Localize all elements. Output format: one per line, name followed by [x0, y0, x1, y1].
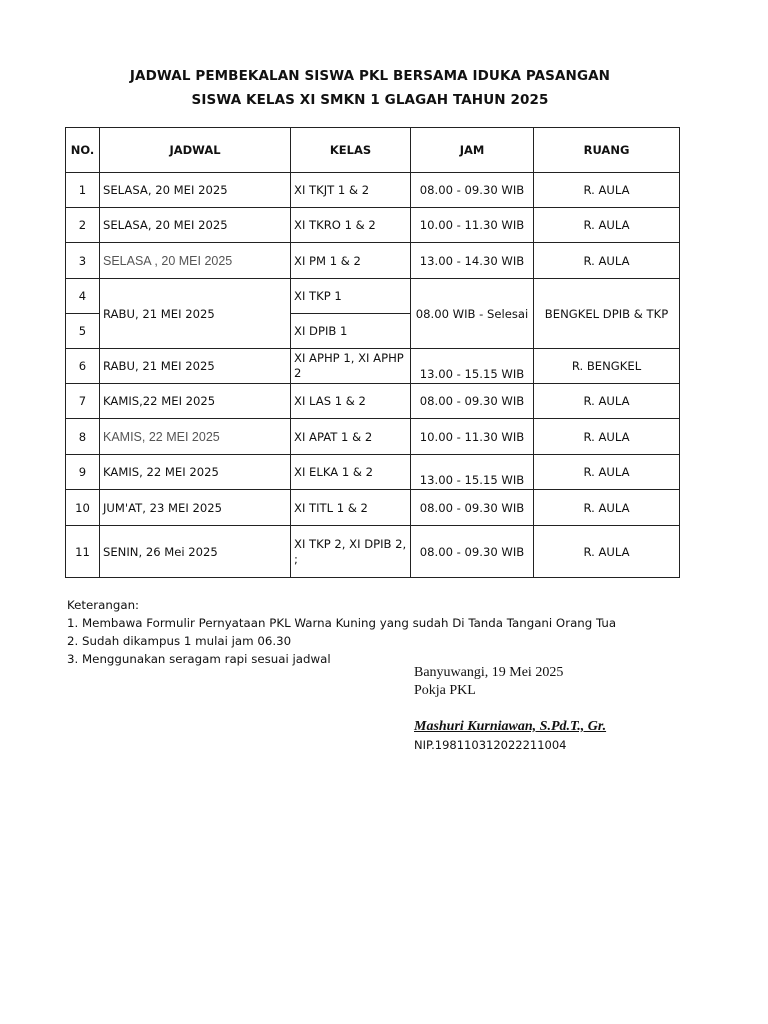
cell-kelas: XI TKP 2, XI DPIB 2, ; [291, 526, 411, 578]
notes-heading: Keterangan: [67, 598, 140, 612]
cell-jadwal: SENIN, 26 Mei 2025 [100, 526, 291, 578]
table-row [66, 384, 680, 419]
cell-kelas: XI TITL 1 & 2 [291, 490, 411, 526]
cell-jam: 13.00 - 15.15 WIB [411, 455, 534, 490]
signature-unit: Pokja PKL [414, 683, 476, 698]
cell-no: 7 [66, 384, 100, 419]
cell-ruang: R. AULA [534, 526, 680, 578]
cell-jadwal: KAMIS, 22 MEI 2025 [100, 455, 291, 490]
document-title-line-2: SISWA KELAS XI SMKN 1 GLAGAH TAHUN 2025 [191, 92, 549, 108]
cell-kelas: XI TKRO 1 & 2 [291, 208, 411, 243]
cell-jam: 10.00 - 11.30 WIB [411, 208, 534, 243]
table-row [66, 279, 680, 314]
cell-no: 9 [66, 455, 100, 490]
cell-no: 1 [66, 173, 100, 208]
table-row [66, 419, 680, 455]
cell-ruang: R. AULA [534, 243, 680, 279]
note-item: 3. Menggunakan seragam rapi sesuai jadwal [67, 652, 331, 666]
table-row [66, 173, 680, 208]
table-row [66, 349, 680, 384]
note-item: 2. Sudah dikampus 1 mulai jam 06.30 [67, 634, 292, 648]
cell-jadwal: KAMIS, 22 MEI 2025 [100, 419, 291, 455]
cell-jam: 08.00 - 09.30 WIB [411, 173, 534, 208]
note-item: 1. Membawa Formulir Pernyataan PKL Warna Kuning yang sudah Di Tanda Tangani Orang Tua [67, 616, 617, 630]
cell-jam: 08.00 - 09.30 WIB [411, 384, 534, 419]
signature-place-date: Banyuwangi, 19 Mei 2025 [414, 665, 564, 680]
cell-no: 6 [66, 349, 100, 384]
document-title-line-1: JADWAL PEMBEKALAN SISWA PKL BERSAMA IDUKA PASANGAN [129, 68, 611, 84]
cell-jadwal: SELASA , 20 MEI 2025 [100, 243, 291, 279]
cell-kelas: XI TKJT 1 & 2 [291, 173, 411, 208]
cell-no: 2 [66, 208, 100, 243]
cell-kelas: XI APHP 1, XI APHP 2 [291, 349, 411, 384]
cell-ruang: R. AULA [534, 455, 680, 490]
cell-jam: 13.00 - 14.30 WIB [411, 243, 534, 279]
cell-jam: 08.00 WIB - Selesai [411, 279, 534, 349]
cell-ruang: BENGKEL DPIB & TKP [534, 279, 680, 349]
column-header-jadwal: JADWAL [100, 128, 291, 173]
cell-no: 4 [66, 279, 100, 314]
cell-no: 5 [66, 314, 100, 349]
cell-no: 3 [66, 243, 100, 279]
cell-jam: 08.00 - 09.30 WIB [411, 526, 534, 578]
cell-jam: 13.00 - 15.15 WIB [411, 349, 534, 384]
cell-kelas: XI DPIB 1 [291, 314, 411, 349]
table-row [66, 455, 680, 490]
cell-kelas: XI TKP 1 [291, 279, 411, 314]
cell-ruang: R. AULA [534, 173, 680, 208]
cell-ruang: R. AULA [534, 208, 680, 243]
cell-ruang: R. AULA [534, 384, 680, 419]
cell-jam: 10.00 - 11.30 WIB [411, 419, 534, 455]
table-row [66, 208, 680, 243]
notes-section [67, 596, 616, 668]
table-row [66, 526, 680, 578]
cell-jadwal: RABU, 21 MEI 2025 [100, 279, 291, 349]
cell-jadwal: SELASA, 20 MEI 2025 [100, 173, 291, 208]
column-header-ruang: RUANG [534, 128, 680, 173]
cell-ruang: R. BENGKEL [534, 349, 680, 384]
column-header-no: NO. [66, 128, 100, 173]
signatory-name: Mashuri Kurniawan, S.Pd.T., Gr. [414, 719, 607, 734]
schedule-table [65, 127, 680, 578]
table-row [66, 243, 680, 279]
cell-jadwal: SELASA, 20 MEI 2025 [100, 208, 291, 243]
cell-jadwal: KAMIS,22 MEI 2025 [100, 384, 291, 419]
signatory-nip: NIP.198110312022211004 [414, 738, 567, 752]
cell-jadwal: RABU, 21 MEI 2025 [100, 349, 291, 384]
cell-no: 11 [66, 526, 100, 578]
cell-jam: 08.00 - 09.30 WIB [411, 490, 534, 526]
cell-kelas: XI APAT 1 & 2 [291, 419, 411, 455]
column-header-jam: JAM [411, 128, 534, 173]
cell-kelas: XI ELKA 1 & 2 [291, 455, 411, 490]
cell-jadwal: JUM'AT, 23 MEI 2025 [100, 490, 291, 526]
cell-no: 10 [66, 490, 100, 526]
cell-ruang: R. AULA [534, 419, 680, 455]
table-header-row [66, 128, 680, 173]
cell-ruang: R. AULA [534, 490, 680, 526]
cell-kelas: XI PM 1 & 2 [291, 243, 411, 279]
column-header-kelas: KELAS [291, 128, 411, 173]
table-row [66, 490, 680, 526]
cell-no: 8 [66, 419, 100, 455]
cell-kelas: XI LAS 1 & 2 [291, 384, 411, 419]
